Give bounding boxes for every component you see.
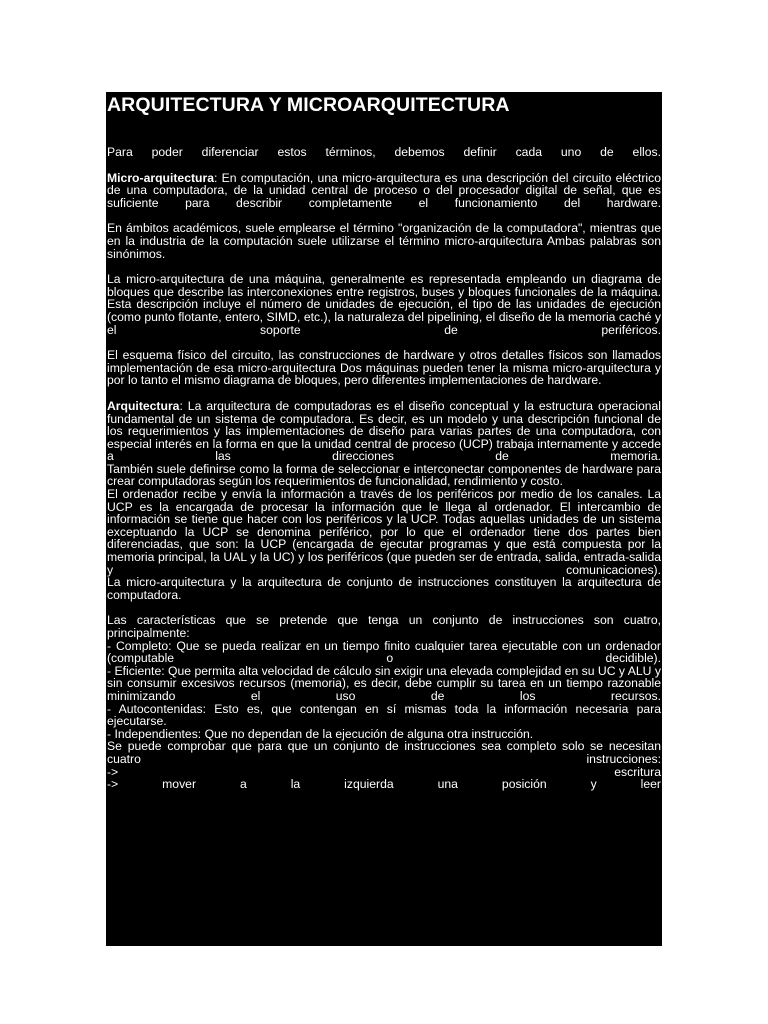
char-completo-item: - Completo: Que se pueda realizar en un tiempo finito cualquier tarea ejecutable con un ordenador (computable o decidible).	[107, 638, 661, 666]
arch-iset-paragraph: La micro-arquitectura y la arquitectura de conjunto de instrucciones constituyen la arquitectura de computadora.	[107, 575, 661, 602]
physical-paragraph: El esquema físico del circuito, las construcciones de hardware y otros detalles físicos son llamados implementación de esa micro-arquitectura Dos máquinas pueden tener la misma micro-arquitectura y por lo tanto el mismo diagrama de bloques, pero diferentes implementaciones de hardware.	[107, 348, 661, 388]
page-title: ARQUITECTURA Y MICROARQUITECTURA	[107, 94, 510, 116]
arch-ordenador-paragraph: El ordenador recibe y envía la información a través de los periféricos por medio de los canales. La UCP es la encargada de procesar la información que le llega al ordenador. El intercambio de información se tiene que hacer con los periféricos y la UCP. Todas aquellas unidades de un sistema exceptuando la UCP se denomina periférico, por lo que el ordenador tiene dos partes bien diferenciadas, que son: la UCP (encargada de ejecutar programas y que está compuesta por la memoria principal, la UAL y la UC) y los periféricos (que pueden ser de entrada, salida, entrada-salida y comunicaciones).	[107, 487, 661, 577]
char-indep-item: - Independientes: Que no dependan de la ejecución de alguna otra instrucción.	[107, 726, 534, 741]
arch-paragraph	[107, 400, 662, 463]
document-page	[106, 92, 662, 946]
char-cuatro-paragraph: Se puede comprobar que para que un conjunto de instrucciones sea completo solo se necesitan cuatro instrucciones:	[107, 739, 661, 766]
micro-paragraph	[107, 172, 662, 210]
arch-define-paragraph: También suele definirse como la forma de seleccionar e interconectar componentes de hardware para crear computadoras según los requerimientos de funcionalidad, rendimiento y costo.	[107, 461, 661, 489]
micro-text: : En computación, una micro-arquitectura es una descripción del circuito eléctrico de una computadora, de la unidad central de proceso o del procesador digital de señal, que es suficiente para describir completamente el funcionamiento del hardware.	[107, 170, 661, 210]
arch-lead: Arquitectura	[107, 398, 180, 413]
diagram-paragraph: La micro-arquitectura de una máquina, generalmente es representada empleando un diagrama de bloques que describe las interconexiones entre registros, buses y bloques funcionales de la máquina. Esta descripción incluye el número de unidades de ejecución, el tipo de las unidades de ejecución (como punto flotante, entero, SIMD, etc.), la naturaleza del pipelining, el diseño de la memoria caché y el soporte de periféricos.	[107, 272, 661, 337]
academic-paragraph: En ámbitos académicos, suele emplearse el término "organización de la computadora", mientras que en la industria de la computación suele utilizarse el término micro-arquitectura Ambas palabras son sinónimos.	[107, 221, 661, 261]
char-intro-paragraph: Las características que se pretende que tenga un conjunto de instrucciones son cuatro, principalmente:	[107, 613, 661, 640]
micro-lead: Micro-arquitectura	[107, 170, 214, 185]
arch-text: : La arquitectura de computadoras es el diseño conceptual y la estructura operacional fundamental de un sistema de computadora. Es decir, es un modelo y una descripción funcional de los requerimientos y las implementaciones de diseño para varias partes de una computadora, con especial interés en la forma en que la unidad central de proceso (UCP) trabaja internamente y accede a las direcciones de memoria.	[107, 398, 661, 464]
char-auto-item: - Autocontenidas: Esto es, que contengan en sí mismas toda la información necesaria para ejecutarse.	[107, 701, 661, 729]
intro-paragraph: Para poder diferenciar estos términos, debemos definir cada uno de ellos.	[107, 145, 661, 159]
char-eficiente-item: - Eficiente: Que permita alta velocidad de cálculo sin exigir una elevada complejidad en su UC y ALU y sin consumir excesivos recursos (memoria), es decir, debe cumplir su tarea en un tiempo razonable minimizando el uso de los recursos.	[107, 663, 661, 703]
instruction-item: -> mover a la izquierda una posición y leer	[107, 777, 661, 792]
instruction-item: -> escritura	[107, 764, 661, 779]
